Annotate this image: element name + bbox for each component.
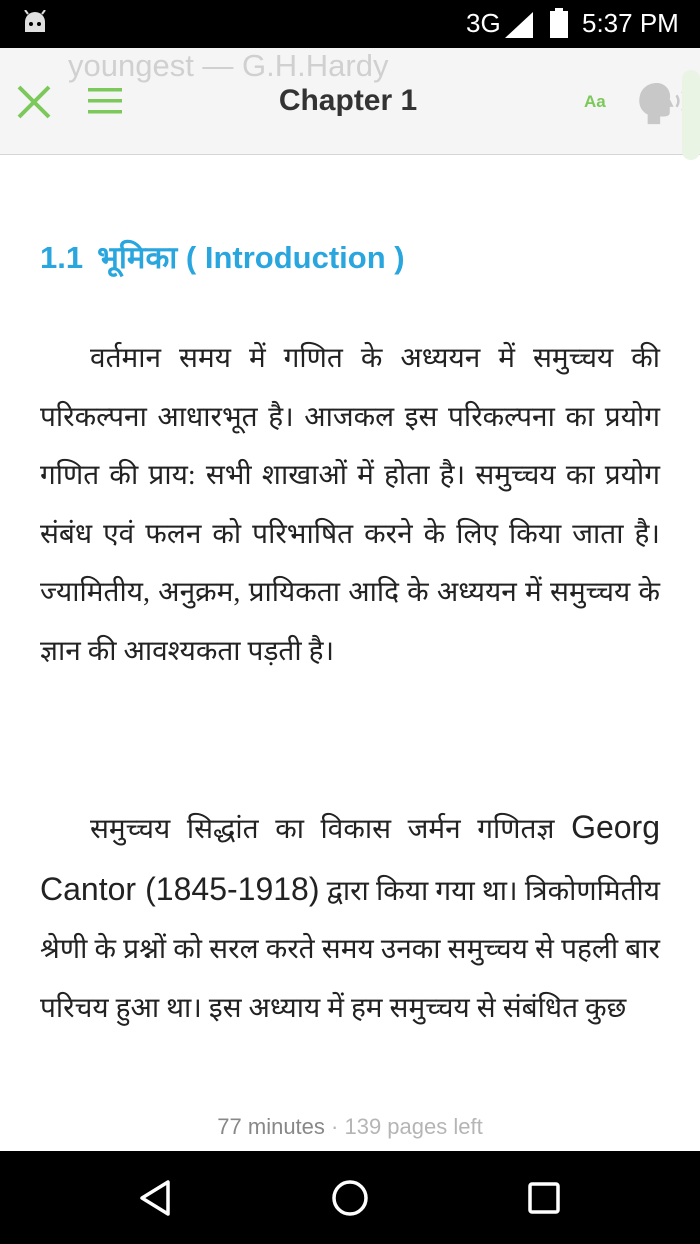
android-icon bbox=[22, 10, 48, 34]
paragraph-1: वर्तमान समय में गणित के अध्ययन में समुच्चय की परिकल्पना आधारभूत है। आजकल इस परिकल्पना का प्रयोग गणित की प्राय: सभी शाखाओं में होता है। समुच्चय का प्रयोग संबंध एवं फलन को परिभाषित करने के लिए किया जाता है। ज्यामितीय, अनुक्रम, प्रायिकता आदि के अध्ययन में समुच्चय के ज्ञान की आवश्यकता पड़ती है। bbox=[40, 343, 660, 667]
paragraph-2 bbox=[40, 798, 660, 1038]
chapter-title: Chapter 1 bbox=[278, 84, 418, 117]
section-title: भूमिका ( Introduction ) bbox=[97, 240, 405, 275]
section-number: 1.1 bbox=[40, 240, 84, 275]
font-settings-button[interactable]: Aa bbox=[584, 92, 606, 111]
paragraph-2-rest: द्वारा किया गया था। त्रिकोणमितीय श्रेणी के प्रश्नों को सरल करते समय उनका समुच्चय से पहली बार परिचय हुआ था। इस अध्याय में हम समुच्चय से संबंधित कुछ bbox=[40, 875, 661, 1024]
book-title: youngest — G.H.Hardy bbox=[68, 48, 389, 83]
home-icon[interactable] bbox=[330, 1178, 370, 1218]
network-type: 3G bbox=[466, 8, 501, 38]
clock: 5:37 PM bbox=[582, 8, 679, 38]
paragraph-2-name: Georg Cantor (1845-1918) bbox=[40, 809, 660, 907]
minutes-left: 77 minutes bbox=[217, 1114, 325, 1139]
paragraph-2-start: समुच्चय सिद्धांत का विकास जर्मन गणितज्ञ bbox=[90, 814, 555, 845]
pages-left: 139 pages left bbox=[344, 1114, 483, 1139]
separator: · bbox=[324, 1114, 345, 1139]
battery-icon bbox=[550, 8, 568, 38]
section-heading bbox=[40, 236, 405, 278]
scroll-indicator[interactable] bbox=[682, 70, 700, 160]
recents-icon[interactable] bbox=[524, 1178, 564, 1218]
status-bar bbox=[0, 0, 700, 48]
signal-icon bbox=[505, 12, 533, 38]
back-icon[interactable] bbox=[136, 1178, 176, 1218]
reading-progress bbox=[0, 1103, 700, 1151]
